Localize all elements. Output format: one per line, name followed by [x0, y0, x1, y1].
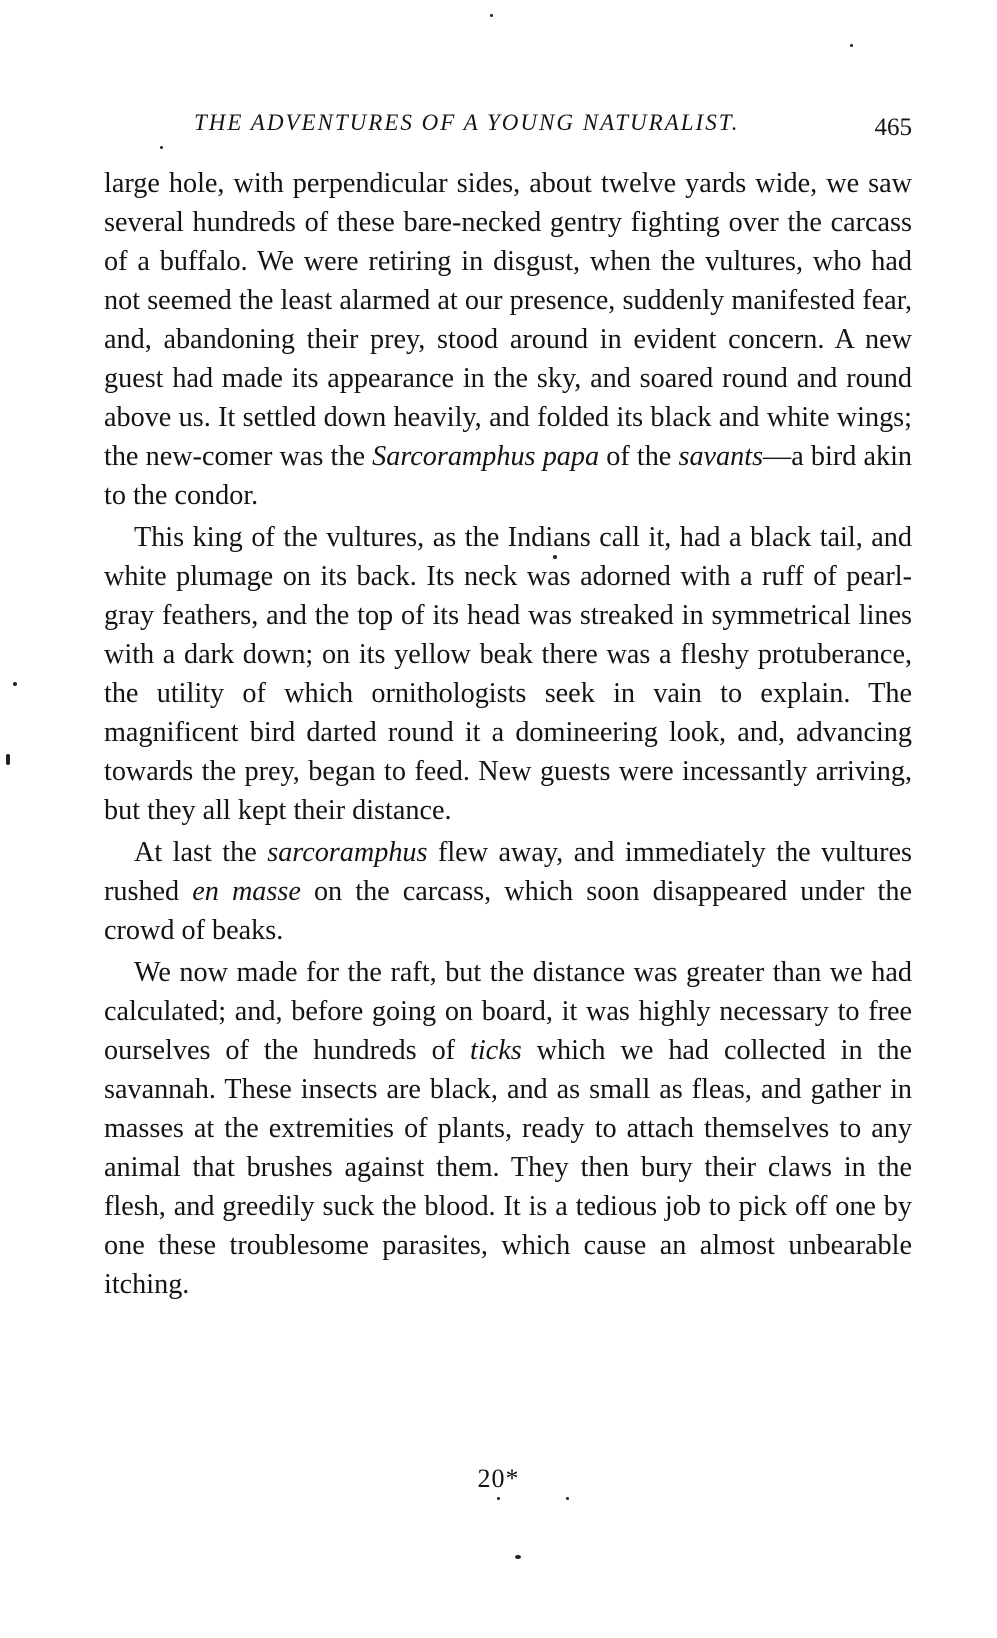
signature-mark: 20* [477, 1464, 520, 1493]
scan-speck [515, 1555, 521, 1559]
paragraph [104, 518, 912, 830]
scan-speck [497, 1497, 500, 1500]
page-number: 465 [874, 114, 912, 141]
body-text [104, 164, 912, 1307]
text-run: We now made for the raft, but the distance was greater than we had calculated; and, before going on board, it was highly necessary to free ourselves of the hundreds of [104, 957, 912, 1066]
scan-speck [6, 754, 10, 765]
scan-speck [160, 146, 163, 149]
scan-speck [490, 14, 493, 17]
paragraph [104, 953, 912, 1304]
text-run: which we had collected in the savannah. These insects are black, and as small as fleas, and gather in masses at the extremities of plants, ready to attach themselves to any animal that brushes against them. They then bury their claws in the flesh, and greedily suck the blood. It is a tedious job to pick off one by one these troublesome parasites, which cause an almost unbearable itching. [104, 1035, 912, 1300]
running-title: THE ADVENTURES OF A YOUNG NATURALIST. [194, 110, 740, 135]
scan-speck [553, 555, 557, 559]
text-run: This king of the vultures, as the Indians call it, had a black tail, and white plumage on its back. Its neck was adorned with a ruff of pearl-gray feathers, and the top of its head was streaked in symmetrical lines with a dark down; on its yellow beak there was a fleshy protuberance, the utility of which ornithologists seek in vain to explain. The magnificent bird darted round it a domineering look, and, advancing towards the prey, began to feed. New guests were incessantly arriving, but they all kept their distance. [104, 522, 912, 826]
text-run: flew away, and immediately the vultures rushed [104, 837, 912, 907]
italic-run: en masse [192, 876, 301, 907]
text-run: —a bird akin to the condor. [104, 441, 913, 511]
paragraph [104, 833, 912, 950]
text-run: large hole, with perpendicular sides, about twelve yards wide, we saw several hundreds of these bare-necked gentry fighting over the carcass of a buffalo. We were retiring in disgust, when the vultures, who had not seemed the least alarmed at our presence, suddenly manifested fear, and, abandoning their prey, stood around in evident concern. A new guest had made its appearance in the sky, and soared round and round above us. It settled down heavily, and folded its black and white wings; the new-comer was the [104, 168, 912, 472]
scan-speck [850, 44, 853, 47]
italic-run: ticks [470, 1035, 522, 1066]
italic-run: sarcoramphus [267, 837, 428, 868]
text-run: At last the [134, 837, 268, 868]
running-head [104, 102, 912, 150]
italic-run: savants [678, 441, 764, 472]
text-run: of the [599, 441, 679, 472]
scan-speck [13, 682, 17, 686]
italic-run: Sarcoramphus papa [372, 441, 600, 472]
paragraph [104, 164, 912, 515]
scan-speck [566, 1497, 569, 1500]
text-run: on the carcass, which soon disappeared under the crowd of beaks. [104, 876, 912, 946]
